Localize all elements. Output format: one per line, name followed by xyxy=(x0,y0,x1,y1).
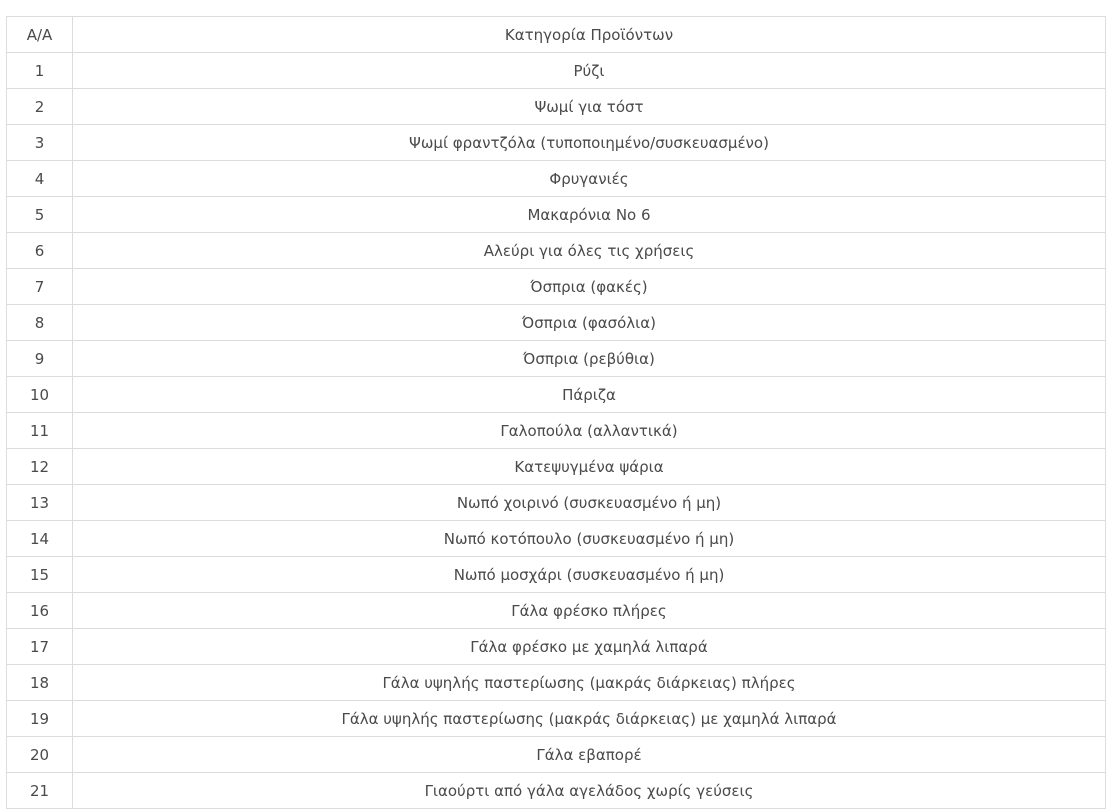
row-number-cell: 16 xyxy=(7,593,73,629)
category-cell: Μακαρόνια Νο 6 xyxy=(73,197,1106,233)
row-number-cell: 9 xyxy=(7,341,73,377)
table-row xyxy=(7,341,1106,377)
row-number-cell: 5 xyxy=(7,197,73,233)
row-number-cell: 8 xyxy=(7,305,73,341)
category-cell: Νωπό χοιρινό (συσκευασμένο ή μη) xyxy=(73,485,1106,521)
category-cell: Φρυγανιές xyxy=(73,161,1106,197)
table-row xyxy=(7,629,1106,665)
row-number-cell: 13 xyxy=(7,485,73,521)
product-category-table xyxy=(6,16,1106,809)
category-cell: Αλεύρι για όλες τις χρήσεις xyxy=(73,233,1106,269)
table-row xyxy=(7,557,1106,593)
table-row xyxy=(7,665,1106,701)
table-row xyxy=(7,773,1106,809)
category-cell: Ψωμί φραντζόλα (τυποποιημένο/συσκευασμένο) xyxy=(73,125,1106,161)
table-header-row xyxy=(7,17,1106,53)
table-row xyxy=(7,305,1106,341)
category-cell: Ρύζι xyxy=(73,53,1106,89)
category-cell: Γάλα εβαπορέ xyxy=(73,737,1106,773)
table-row xyxy=(7,197,1106,233)
column-header-number: Α/Α xyxy=(7,17,73,53)
table-row xyxy=(7,269,1106,305)
table-row xyxy=(7,413,1106,449)
table-row xyxy=(7,449,1106,485)
category-cell: Νωπό κοτόπουλο (συσκευασμένο ή μη) xyxy=(73,521,1106,557)
product-category-table-container xyxy=(6,16,1105,809)
row-number-cell: 19 xyxy=(7,701,73,737)
table-row xyxy=(7,53,1106,89)
table-row xyxy=(7,485,1106,521)
table-row xyxy=(7,737,1106,773)
row-number-cell: 12 xyxy=(7,449,73,485)
row-number-cell: 4 xyxy=(7,161,73,197)
row-number-cell: 6 xyxy=(7,233,73,269)
table-body xyxy=(7,53,1106,809)
category-cell: Όσπρια (φακές) xyxy=(73,269,1106,305)
category-cell: Γιαούρτι από γάλα αγελάδος χωρίς γεύσεις xyxy=(73,773,1106,809)
category-cell: Ψωμί για τόστ xyxy=(73,89,1106,125)
table-row xyxy=(7,89,1106,125)
row-number-cell: 20 xyxy=(7,737,73,773)
table-row xyxy=(7,701,1106,737)
category-cell: Κατεψυγμένα ψάρια xyxy=(73,449,1106,485)
category-cell: Όσπρια (φασόλια) xyxy=(73,305,1106,341)
row-number-cell: 21 xyxy=(7,773,73,809)
column-header-category: Κατηγορία Προϊόντων xyxy=(73,17,1106,53)
row-number-cell: 15 xyxy=(7,557,73,593)
category-cell: Γάλα φρέσκο με χαμηλά λιπαρά xyxy=(73,629,1106,665)
row-number-cell: 11 xyxy=(7,413,73,449)
category-cell: Νωπό μοσχάρι (συσκευασμένο ή μη) xyxy=(73,557,1106,593)
row-number-cell: 7 xyxy=(7,269,73,305)
row-number-cell: 1 xyxy=(7,53,73,89)
category-cell: Πάριζα xyxy=(73,377,1106,413)
table-row xyxy=(7,233,1106,269)
row-number-cell: 17 xyxy=(7,629,73,665)
row-number-cell: 2 xyxy=(7,89,73,125)
category-cell: Γάλα υψηλής παστερίωσης (μακράς διάρκειας) πλήρες xyxy=(73,665,1106,701)
table-row xyxy=(7,125,1106,161)
table-row xyxy=(7,521,1106,557)
table-row xyxy=(7,593,1106,629)
table-row xyxy=(7,161,1106,197)
row-number-cell: 3 xyxy=(7,125,73,161)
category-cell: Γάλα φρέσκο πλήρες xyxy=(73,593,1106,629)
category-cell: Γαλοπούλα (αλλαντικά) xyxy=(73,413,1106,449)
category-cell: Όσπρια (ρεβύθια) xyxy=(73,341,1106,377)
row-number-cell: 18 xyxy=(7,665,73,701)
row-number-cell: 10 xyxy=(7,377,73,413)
category-cell: Γάλα υψηλής παστερίωσης (μακράς διάρκειας) με χαμηλά λιπαρά xyxy=(73,701,1106,737)
row-number-cell: 14 xyxy=(7,521,73,557)
table-row xyxy=(7,377,1106,413)
